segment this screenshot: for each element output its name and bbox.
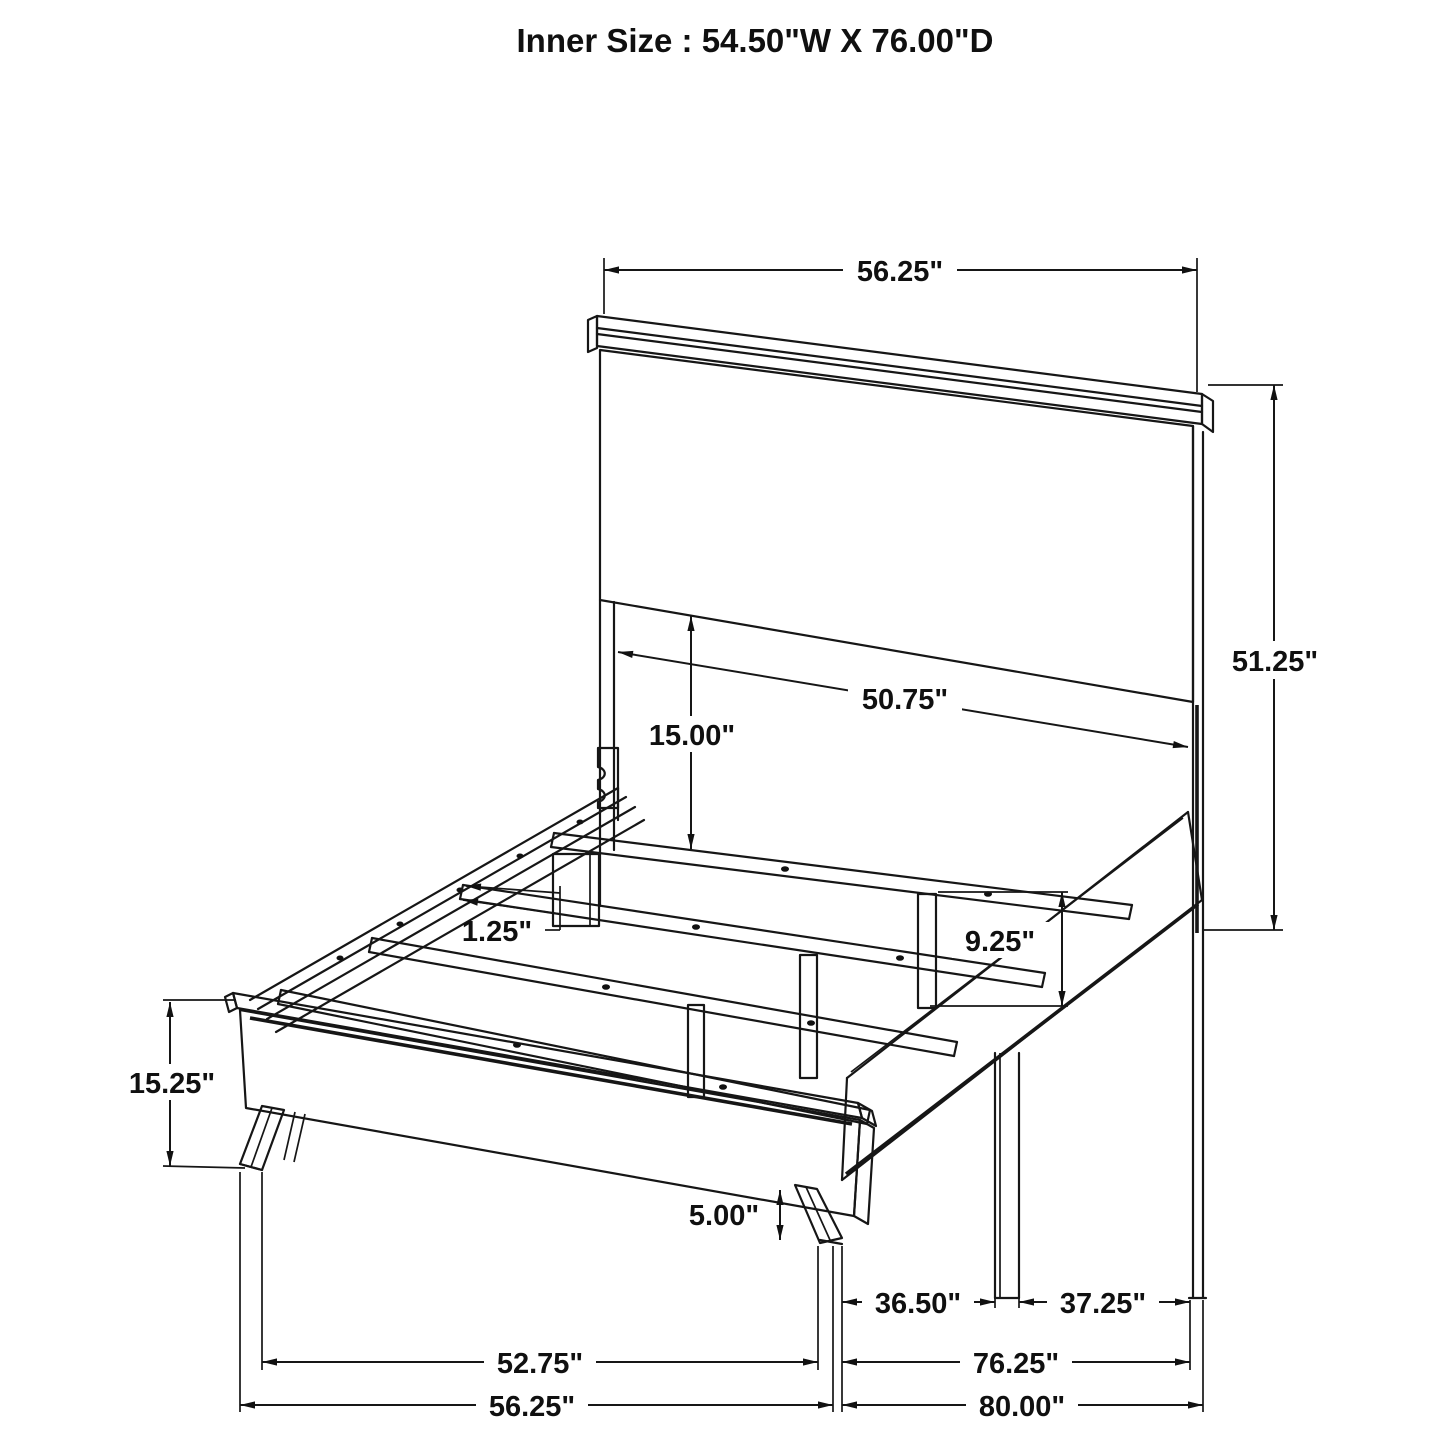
headboard-left-post (553, 600, 618, 926)
extension-lines (163, 258, 1283, 1412)
dimension-panel-to-slat (634, 616, 750, 849)
slat-leg-measured (918, 894, 936, 1008)
headboard (553, 316, 1213, 1298)
dimension-leg-to-center (842, 1284, 995, 1320)
dimension-headboard-width (604, 252, 1197, 288)
footboard-cap-shadow (250, 1018, 852, 1124)
footboard (225, 993, 876, 1244)
dim-headboard-height-label: 51.25" (1231, 646, 1319, 678)
dimension-headboard-height (1216, 385, 1334, 930)
side-rail-right (842, 812, 1202, 1180)
slat-1 (551, 833, 1132, 919)
dimension-slat-thickness (462, 886, 560, 948)
dimension-center-to-headboard (1019, 1284, 1190, 1320)
dimension-footboard-width (240, 1387, 833, 1423)
dimension-overall-depth (842, 1387, 1203, 1423)
diagram-title: Inner Size : 54.50"W X 76.00"D (516, 22, 994, 59)
dim-footboard-height-label: 15.25" (128, 1068, 216, 1100)
dimension-foot-leg-exposed (689, 1190, 780, 1240)
dim-overall-depth-label: 80.00" (978, 1391, 1066, 1423)
dim-footboard-width-label: 56.25" (488, 1391, 576, 1423)
slat-3 (369, 938, 957, 1056)
dim-headboard-width-label: 56.25" (856, 256, 944, 288)
dim-leg-to-center-label: 36.50" (874, 1288, 962, 1320)
rail-support-leg (995, 1053, 1019, 1298)
dim-footboard-inner-width-label: 52.75" (496, 1348, 584, 1380)
dim-slat-thickness-label: 1.25" (461, 916, 533, 948)
dim-foot-leg-exposed-label: 5.00" (688, 1200, 760, 1232)
headboard-crown-rail (588, 316, 1213, 432)
dim-headboard-inner-width-label: 50.75" (861, 684, 949, 716)
slat-leg (688, 1005, 704, 1097)
footboard-end-face (854, 1120, 874, 1224)
headboard-panel (600, 350, 1193, 702)
footboard-left-leg (240, 1106, 305, 1170)
dim-center-leg-height-label: 9.25" (964, 926, 1036, 958)
dim-center-to-headboard-label: 37.25" (1059, 1288, 1147, 1320)
dim-panel-to-slat-label: 15.00" (648, 720, 736, 752)
headboard-right-post (1189, 426, 1206, 1298)
dimension-footboard-height (114, 1002, 230, 1166)
dimension-rail-inner-length (842, 1344, 1190, 1380)
dim-rail-inner-length-label: 76.25" (972, 1348, 1060, 1380)
dimension-footboard-inner-width (262, 1344, 818, 1380)
footboard-face (240, 1010, 860, 1216)
footboard-right-leg (795, 1185, 842, 1244)
